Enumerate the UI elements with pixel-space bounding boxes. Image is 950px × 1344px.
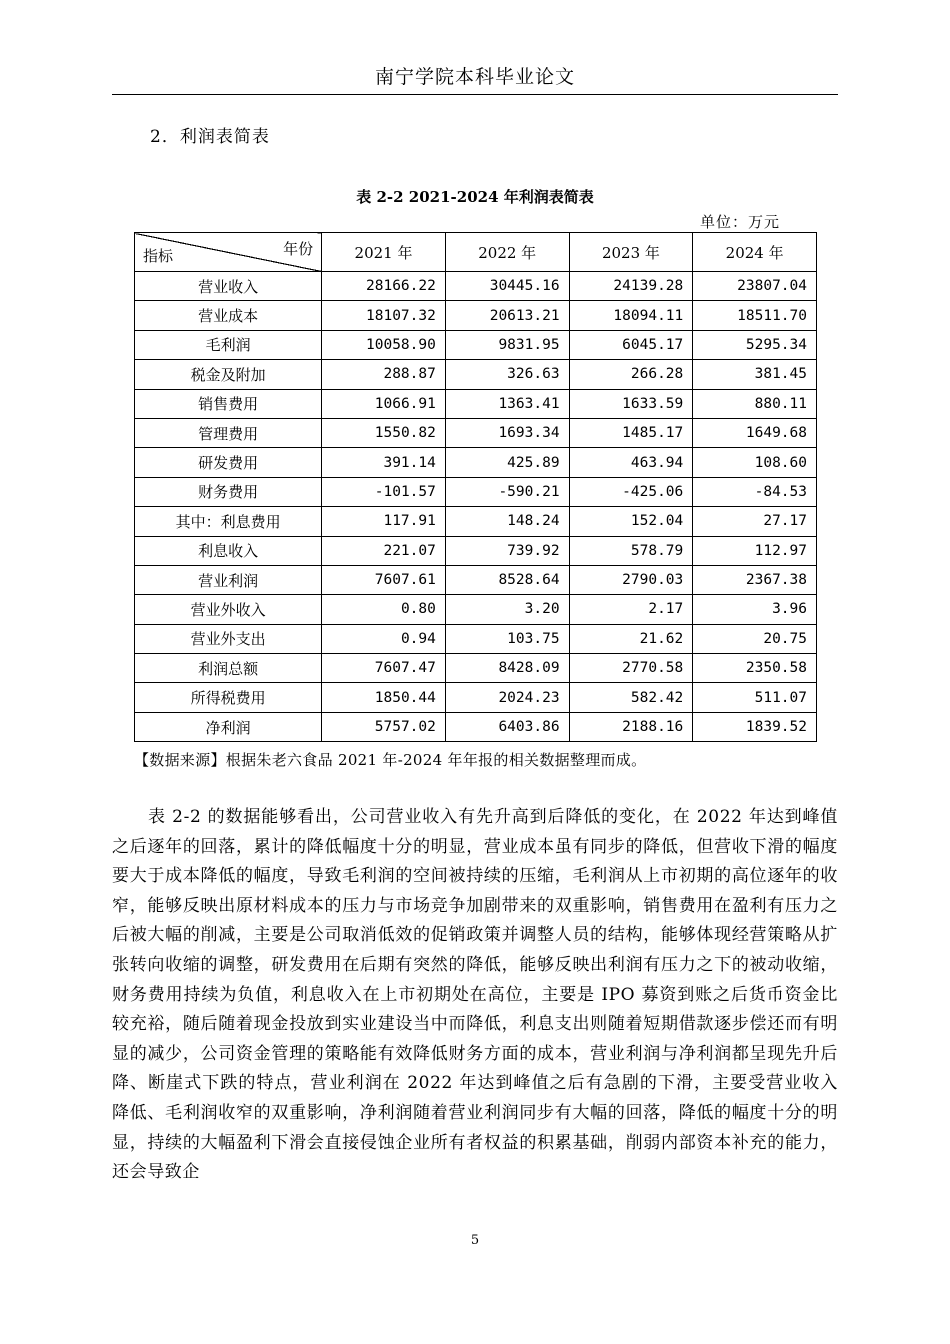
table-cell-value: 18107.32 [322, 301, 446, 330]
income-statement-table [134, 232, 817, 742]
table-row [135, 389, 817, 418]
table-cell-value: 117.91 [322, 507, 446, 536]
table-cell-value: 6403.86 [445, 712, 569, 741]
table-cell-value: 30445.16 [445, 272, 569, 301]
table-cell-value: 1066.91 [322, 389, 446, 418]
table-body [135, 272, 817, 742]
table-cell-value: 221.07 [322, 536, 446, 565]
row-label: 其中：利息费用 [135, 507, 322, 536]
table-row [135, 595, 817, 624]
table-cell-value: 20613.21 [445, 301, 569, 330]
table-cell-value: -101.57 [322, 477, 446, 506]
table-cell-value: 381.45 [693, 360, 817, 389]
table-cell-value: 3.96 [693, 595, 817, 624]
table-unit: 单位：万元 [700, 213, 781, 231]
table-caption: 表 2-2 2021-2024 年利润表简表 [356, 188, 594, 206]
table-cell-value: -84.53 [693, 477, 817, 506]
row-label: 营业成本 [135, 301, 322, 330]
table-cell-value: -425.06 [569, 477, 693, 506]
running-header: 南宁学院本科毕业论文 [374, 66, 575, 88]
table-cell-value: 103.75 [445, 624, 569, 653]
table-cell-value: 1649.68 [693, 418, 817, 447]
row-label: 营业利润 [135, 565, 322, 594]
table-cell-value: 266.28 [569, 360, 693, 389]
row-label: 销售费用 [135, 389, 322, 418]
row-label: 所得税费用 [135, 683, 322, 712]
year-header: 2024 年 [693, 233, 817, 272]
row-label: 营业外支出 [135, 624, 322, 653]
table-cell-value: 24139.28 [569, 272, 693, 301]
table-cell-value: 739.92 [445, 536, 569, 565]
table-cell-value: 3.20 [445, 595, 569, 624]
table-cell-value: 425.89 [445, 448, 569, 477]
table-cell-value: 9831.95 [445, 330, 569, 359]
table-cell-value: 18511.70 [693, 301, 817, 330]
row-label: 税金及附加 [135, 360, 322, 389]
table-cell-value: 23807.04 [693, 272, 817, 301]
table-cell-value: 1485.17 [569, 418, 693, 447]
corner-label-year: 年份 [283, 240, 314, 258]
table-row [135, 654, 817, 683]
row-label: 营业外收入 [135, 595, 322, 624]
table-cell-value: 28166.22 [322, 272, 446, 301]
table-cell-value: 2367.38 [693, 565, 817, 594]
table-cell-value: 7607.61 [322, 565, 446, 594]
table-row [135, 301, 817, 330]
table-cell-value: 0.94 [322, 624, 446, 653]
table-cell-value: 5295.34 [693, 330, 817, 359]
table-cell-value: 511.07 [693, 683, 817, 712]
row-label: 利润总额 [135, 654, 322, 683]
table-cell-value: 578.79 [569, 536, 693, 565]
row-label: 财务费用 [135, 477, 322, 506]
table-cell-value: 1839.52 [693, 712, 817, 741]
year-header: 2021 年 [322, 233, 446, 272]
table-cell-value: 2770.58 [569, 654, 693, 683]
row-label: 管理费用 [135, 418, 322, 447]
table-cell-value: 288.87 [322, 360, 446, 389]
table-source-note: 【数据来源】根据朱老六食品 2021 年-2024 年年报的相关数据整理而成。 [134, 751, 647, 769]
table-cell-value: 2790.03 [569, 565, 693, 594]
row-label: 利息收入 [135, 536, 322, 565]
table-cell-value: 148.24 [445, 507, 569, 536]
table-row [135, 507, 817, 536]
table-cell-value: 6045.17 [569, 330, 693, 359]
table-row [135, 683, 817, 712]
year-header: 2023 年 [569, 233, 693, 272]
table-row [135, 360, 817, 389]
table-cell-value: 5757.02 [322, 712, 446, 741]
section-heading: 2．利润表简表 [150, 127, 270, 147]
page-number: 5 [470, 1233, 480, 1248]
table-cell-value: 20.75 [693, 624, 817, 653]
table-cell-value: 2.17 [569, 595, 693, 624]
table-cell-value: 582.42 [569, 683, 693, 712]
table-cell-value: 8428.09 [445, 654, 569, 683]
table-row [135, 624, 817, 653]
table-cell-value: 2350.58 [693, 654, 817, 683]
table-row [135, 477, 817, 506]
table-cell-value: 108.60 [693, 448, 817, 477]
table-cell-value: 326.63 [445, 360, 569, 389]
table-cell-value: 2024.23 [445, 683, 569, 712]
corner-label-indicator: 指标 [143, 247, 174, 265]
row-label: 研发费用 [135, 448, 322, 477]
year-header: 2022 年 [445, 233, 569, 272]
table-cell-value: -590.21 [445, 477, 569, 506]
table-cell-value: 463.94 [569, 448, 693, 477]
table-cell-value: 1363.41 [445, 389, 569, 418]
table-row [135, 418, 817, 447]
row-label: 净利润 [135, 712, 322, 741]
table-row [135, 565, 817, 594]
table-row [135, 272, 817, 301]
table-cell-value: 1550.82 [322, 418, 446, 447]
body-paragraph: 表 2-2 的数据能够看出，公司营业收入有先升高到后降低的变化，在 2022 年达到峰值之后逐年的回落，累计的降低幅度十分的明显，营业成本虽有同步的降低，但营收下滑的幅度要大于成本降低的幅度，导致毛利润的空间被持续的压缩，毛利润从上市初期的高位逐年的收窄，能够反映出原材料成本的压力与市场竞争加剧带来的双重影响，销售费用在盈利有压力之后被大幅的削减，主要是公司取消低效的促销政策并调整人员的结构，能够体现经营策略从扩张转向收缩的调整，研发费用在后期有突然的降低，能够反映出利润有压力之下的被动收缩，财务费用持续为负值，利息收入在上市初期处在高位，主要是 IPO 募资到账之后货币资金比较充裕，随后随着现金投放到实业建设当中而降低，利息支出则随着短期借款逐步偿还而有明显的减少，公司资金管理的策略能有效降低财务方面的成本，营业利润与净利润都呈现先升后降、断崖式下跌的特点，营业利润在 2022 年达到峰值之后有急剧的下滑，主要受营业收入降低、毛利润收窄的双重影响，净利润随着营业利润同步有大幅的回落，降低的幅度十分的明显，持续的大幅盈利下滑会直接侵蚀企业所有者权益的积累基础，削弱内部资本补充的能力，还会导致企 [112, 807, 838, 1183]
table-cell-value: 1850.44 [322, 683, 446, 712]
table-cell-value: 8528.64 [445, 565, 569, 594]
table-row [135, 330, 817, 359]
table-row [135, 448, 817, 477]
table-cell-value: 880.11 [693, 389, 817, 418]
table-cell-value: 1693.34 [445, 418, 569, 447]
table-header-row [135, 233, 817, 272]
table-cell-value: 391.14 [322, 448, 446, 477]
row-label: 毛利润 [135, 330, 322, 359]
row-label: 营业收入 [135, 272, 322, 301]
table-cell-value: 0.80 [322, 595, 446, 624]
table-cell-value: 7607.47 [322, 654, 446, 683]
table-cell-value: 1633.59 [569, 389, 693, 418]
table-cell-value: 21.62 [569, 624, 693, 653]
header-rule [112, 94, 838, 95]
table-cell-value: 152.04 [569, 507, 693, 536]
table-cell-value: 2188.16 [569, 712, 693, 741]
table-cell-value: 27.17 [693, 507, 817, 536]
table-row [135, 712, 817, 741]
table-cell-value: 18094.11 [569, 301, 693, 330]
table-cell-value: 10058.90 [322, 330, 446, 359]
table-cell-value: 112.97 [693, 536, 817, 565]
table-row [135, 536, 817, 565]
diagonal-header-cell [135, 233, 322, 272]
